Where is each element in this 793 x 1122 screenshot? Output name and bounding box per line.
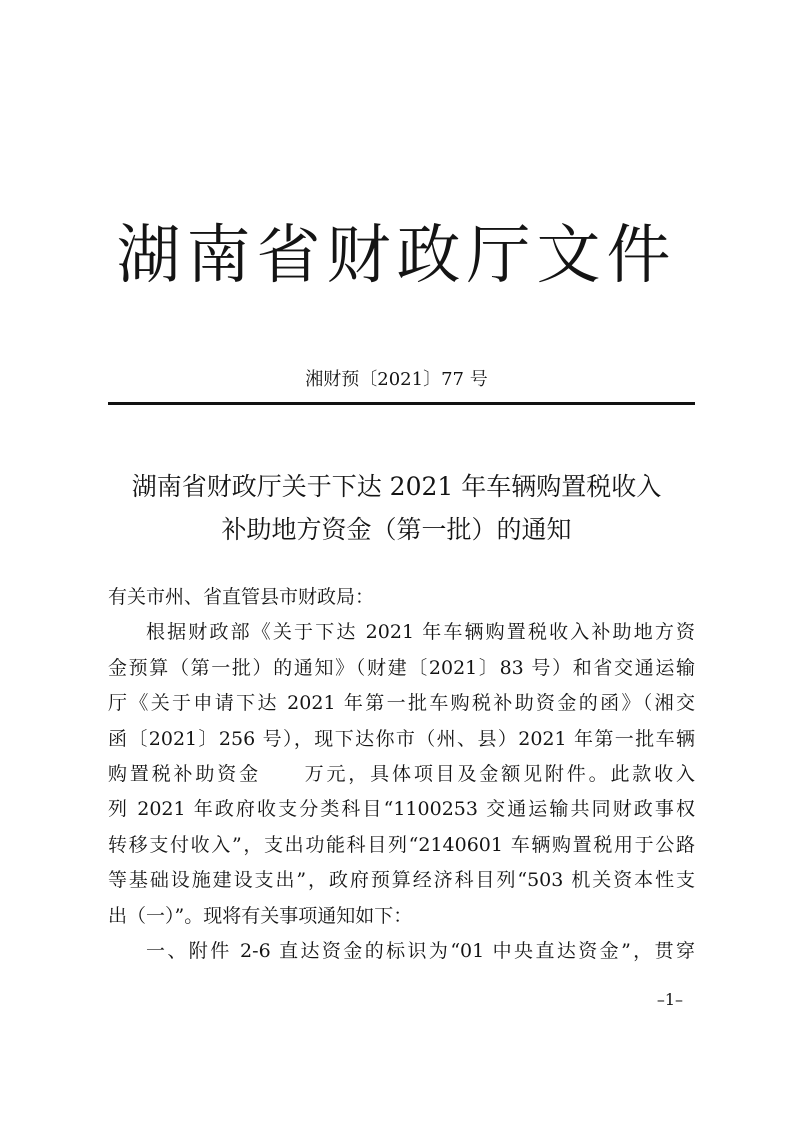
notice-title <box>0 465 793 551</box>
notice-title-line-1: 湖南省财政厅关于下达 2021 年车辆购置税收入 <box>131 472 662 501</box>
body-line: 购置税补助资金 万元，具体项目及金额见附件。此款收入 <box>108 762 695 785</box>
body-line: 一、附件 2-6 直达资金的标识为“01 中央直达资金”，贯穿 <box>146 939 695 962</box>
header-divider <box>108 402 695 405</box>
body-line: 出（一）”。现将有关事项通知如下： <box>108 904 413 927</box>
body-line: 等基础设施建设支出”，政府预算经济科目列“503 机关资本性支 <box>108 869 695 892</box>
body-line: 函〔2021〕256 号），现下达你市（州、县）2021 年第一批车辆 <box>108 727 695 750</box>
body-line: 根据财政部《关于下达 2021 年车辆购置税收入补助地方资 <box>146 621 695 644</box>
body-line: 厅《关于申请下达 2021 年第一批车购税补助资金的函》（湘交 <box>108 692 695 715</box>
body-line: 转移支付收入”，支出功能科目列“2140601 车辆购置税用于公路 <box>108 833 695 856</box>
document-header-title: 湖南省财政厅文件 <box>116 219 677 293</box>
notice-title-line-2: 补助地方资金（第一批）的通知 <box>221 515 572 544</box>
salutation: 有关市州、省直管县市财政局： <box>108 586 375 608</box>
notice-body <box>108 580 695 969</box>
body-line: 金预算（第一批）的通知》（财建〔2021〕83 号）和省交通运输 <box>108 656 695 679</box>
page-number: –1– <box>656 990 683 1009</box>
document-number: 湘财预〔2021〕77 号 <box>305 369 488 390</box>
body-line: 列 2021 年政府收支分类科目“1100253 交通运输共同财政事权 <box>108 798 695 821</box>
